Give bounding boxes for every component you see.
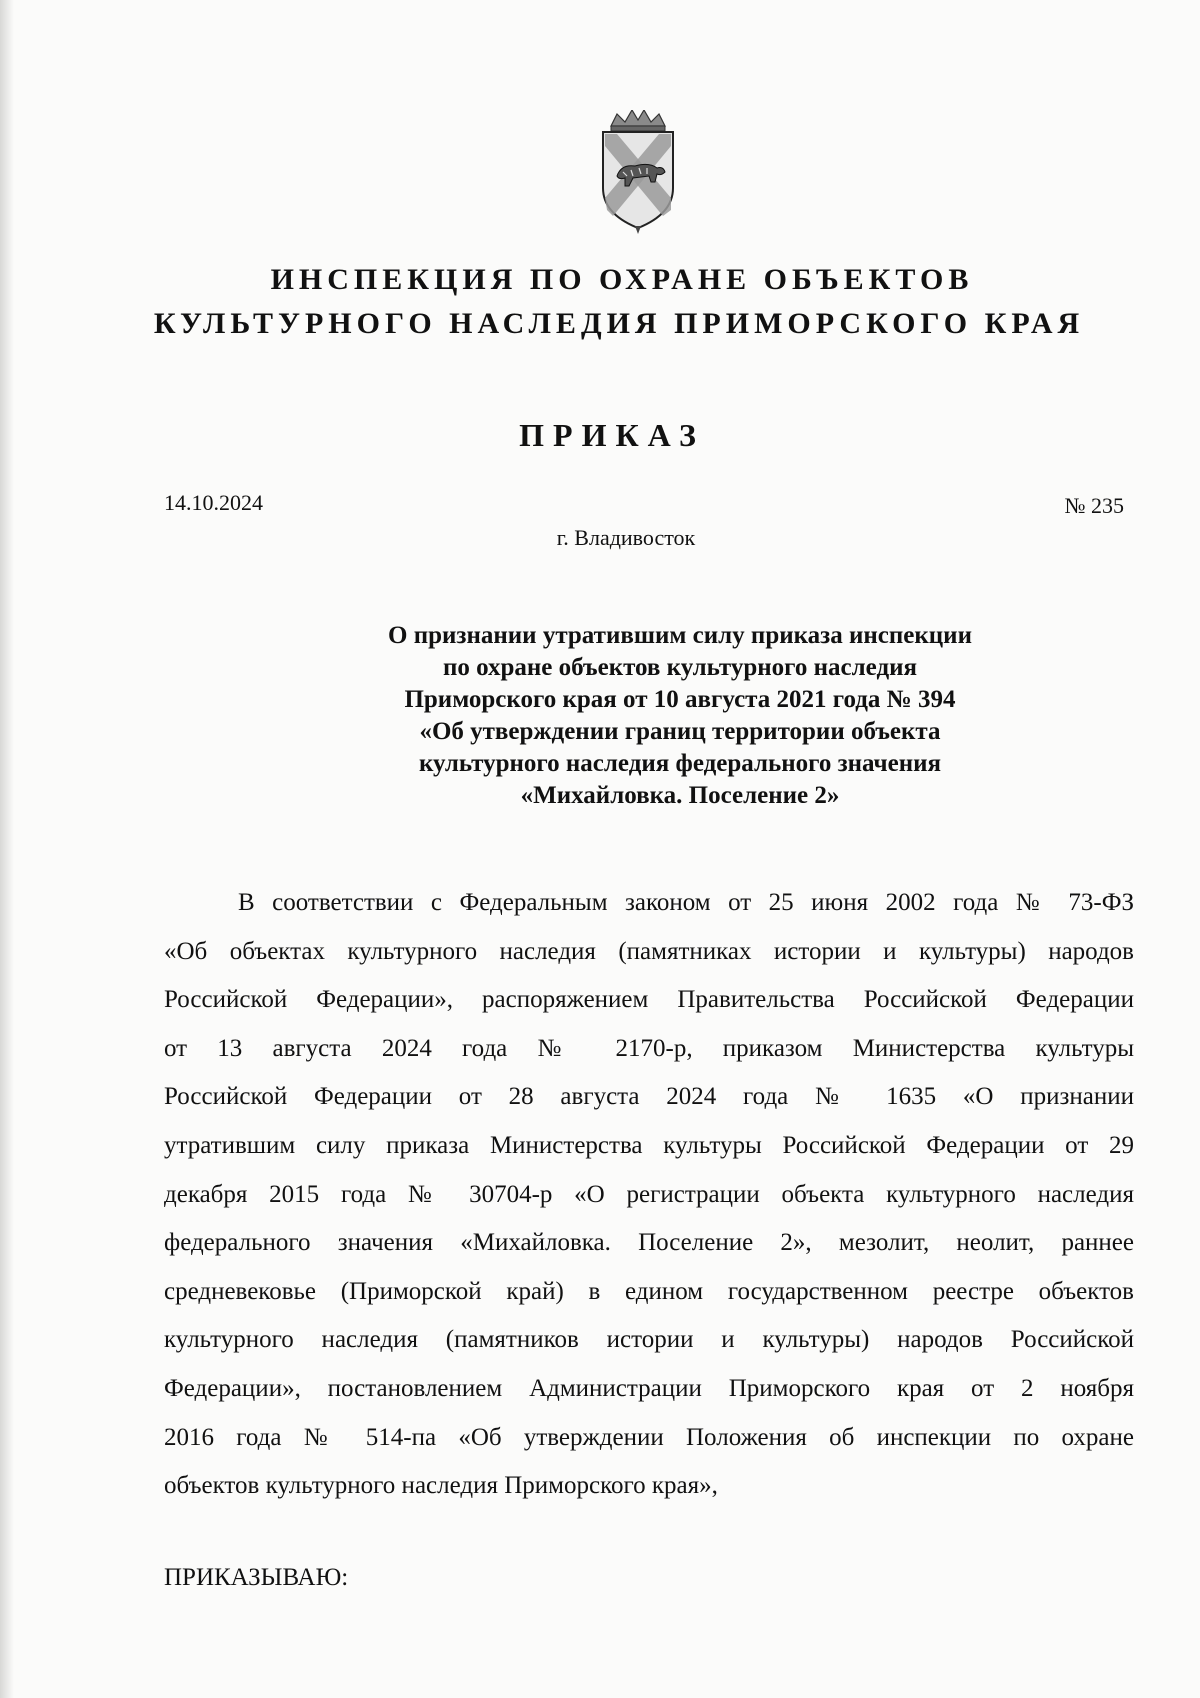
body-paragraph: [164, 879, 1134, 1511]
document-type: ПРИКАЗ: [519, 417, 705, 453]
body-line: средневековье (Приморской край) в едином государственном реестре объектов: [164, 1277, 1134, 1305]
title-line: О признании утратившим силу приказа инспекции: [388, 622, 972, 649]
document-title: [340, 620, 1020, 812]
body-line: 2016 года № 514-па «Об утверждении Положения об инспекции по охране: [164, 1423, 1134, 1451]
title-line: «Михайловка. Поселение 2»: [520, 782, 840, 809]
title-line: Приморского края от 10 августа 2021 года № 394: [404, 686, 956, 713]
body-line: Российской Федерации», распоряжением Правительства Российской Федерации: [164, 986, 1134, 1014]
document-number: № 235: [1064, 493, 1124, 518]
body-line: декабря 2015 года № 30704-р «О регистрации объекта культурного наследия: [164, 1180, 1134, 1208]
body-line: утратившим силу приказа Министерства культуры Российской Федерации от 29: [164, 1131, 1134, 1159]
body-line: Федерации», постановлением Администрации Приморского края от 2 ноября: [164, 1374, 1134, 1402]
title-line: культурного наследия федерального значения: [418, 750, 942, 777]
scan-edge: [0, 0, 14, 1698]
agency-name-line-1: ИНСПЕКЦИЯ ПО ОХРАНЕ ОБЪЕКТОВ: [270, 263, 974, 296]
body-line: федерального значения «Михайловка. Поселение 2», мезолит, неолит, раннее: [164, 1229, 1134, 1257]
coat-of-arms-icon: [599, 110, 677, 234]
body-line: Российской Федерации от 28 августа 2024 года № 1635 «О признании: [164, 1083, 1134, 1111]
document-date: 14.10.2024: [164, 490, 263, 515]
title-line: по охране объектов культурного наследия: [442, 654, 918, 681]
title-line: «Об утверждении границ территории объекта: [419, 718, 941, 745]
body-line: культурного наследия (памятников истории и культуры) народов Российской: [164, 1326, 1134, 1354]
body-line: В соответствии с Федеральным законом от 25 июня 2002 года № 73-ФЗ: [238, 889, 1134, 916]
document-city: г. Владивосток: [556, 525, 696, 550]
order-word: ПРИКАЗЫВАЮ:: [164, 1564, 349, 1591]
body-line: «Об объектах культурного наследия (памятниках истории и культуры) народов: [164, 937, 1134, 965]
body-line: объектов культурного наследия Приморского края»,: [164, 1472, 718, 1500]
agency-name: [0, 258, 1200, 346]
body-line: от 13 августа 2024 года № 2170-р, приказом Министерства культуры: [164, 1034, 1134, 1062]
agency-name-line-2: КУЛЬТУРНОГО НАСЛЕДИЯ ПРИМОРСКОГО КРАЯ: [153, 307, 1085, 340]
